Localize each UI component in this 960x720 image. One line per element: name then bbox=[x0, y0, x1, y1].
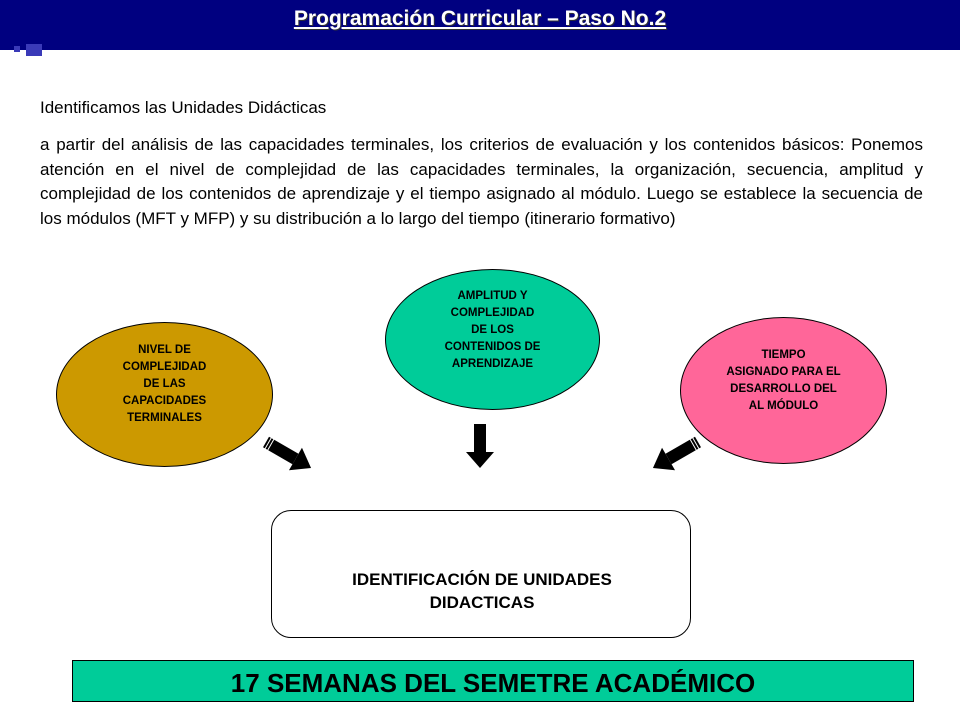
arrow-down-icon bbox=[464, 424, 496, 470]
units-identification-label: IDENTIFICACIÓN DE UNIDADES DIDACTICAS bbox=[352, 570, 612, 612]
intro-paragraph: a partir del análisis de las capacidades terminales, los criterios de evaluación y los contenidos básicos: Ponemos atención en el nivel de complejidad de las capacidades terminales, la organización, secuencia, amplitud y complejidad de los contenidos de aprendizaje y el tiempo asignado al módulo. Luego se establece la secuencia de los módulos (MFT y MFP) y su distribución a lo largo del tiempo (itinerario formativo) bbox=[40, 135, 923, 228]
title-decoration-small bbox=[14, 46, 20, 52]
arrow-down-left-icon bbox=[642, 432, 702, 482]
right-ellipse bbox=[680, 317, 887, 464]
arrow-down-right-icon bbox=[262, 432, 322, 482]
left-ellipse bbox=[56, 322, 273, 467]
right-ellipse-label: TIEMPO ASIGNADO PARA EL DESARROLLO DEL AL MÓDULO bbox=[726, 348, 841, 412]
left-ellipse-label: NIVEL DE COMPLEJIDAD DE LAS CAPACIDADES TERMINALES bbox=[122, 344, 207, 424]
title-decoration bbox=[26, 44, 42, 56]
page-title: Programación Curricular – Paso No.2 bbox=[293, 7, 667, 30]
top-ellipse bbox=[385, 269, 600, 410]
top-ellipse-label: AMPLITUD Y COMPLEJIDAD DE LOS CONTENIDOS DE APRENDIZAJE bbox=[444, 290, 541, 370]
intro-lead: Identificamos las Unidades Didácticas bbox=[40, 98, 327, 117]
semester-banner bbox=[72, 660, 914, 702]
units-identification-box bbox=[271, 510, 691, 638]
semester-banner-label: 17 SEMANAS DEL SEMETRE ACADÉMICO bbox=[230, 668, 756, 698]
